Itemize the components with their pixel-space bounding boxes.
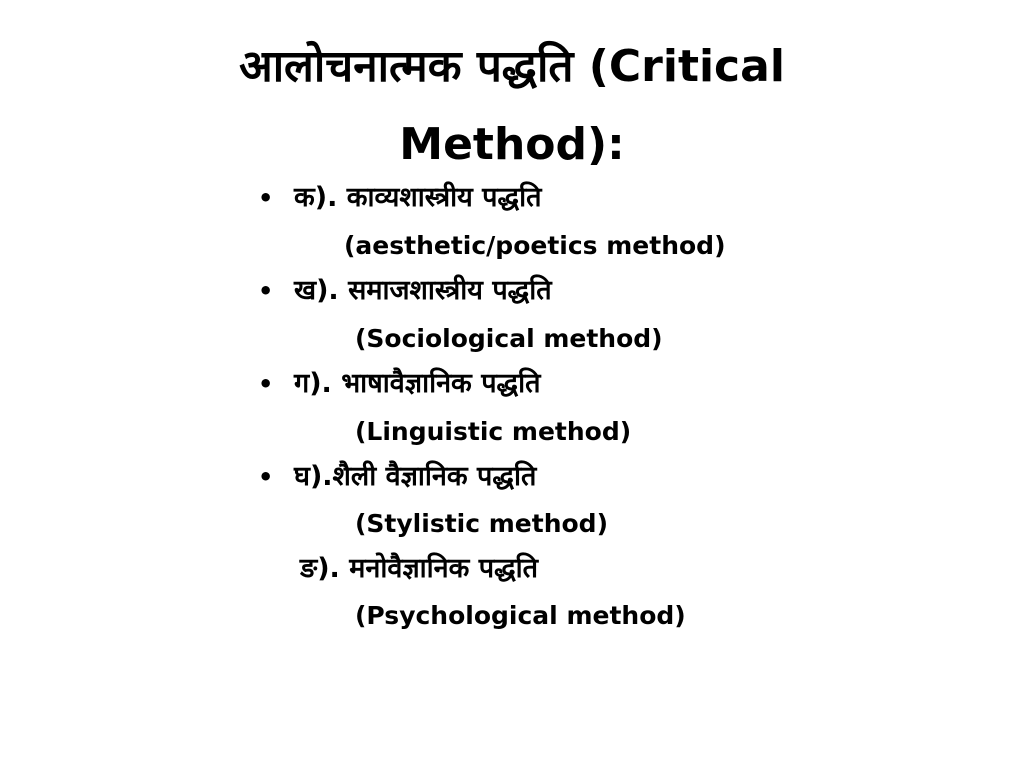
method-item-subtitle: (Linguistic method) xyxy=(355,417,632,446)
bullet-icon: • xyxy=(258,370,274,398)
method-item-label: ख). समाजशास्त्रीय पद्धति xyxy=(294,275,552,306)
method-item-subtitle: (Stylistic method) xyxy=(355,509,608,538)
slide-title-line-2: Method): xyxy=(399,119,625,170)
bullet-icon: • xyxy=(258,277,274,305)
method-item-label: क). काव्यशास्त्रीय पद्धति xyxy=(294,182,542,213)
method-item-label: ङ). मनोवैज्ञानिक पद्धति xyxy=(300,553,539,584)
method-item-label: ग). भाषावैज्ञानिक पद्धति xyxy=(294,368,541,399)
bullet-icon: • xyxy=(258,184,274,212)
method-item-subtitle: (Sociological method) xyxy=(355,324,663,353)
slide-title-line-1: आलोचनात्मक पद्धति (Critical xyxy=(239,41,785,92)
bullet-icon: • xyxy=(258,463,274,491)
method-item-subtitle: (Psychological method) xyxy=(355,601,686,630)
method-item-label: घ).शैली वैज्ञानिक पद्धति xyxy=(294,461,537,492)
method-item-subtitle: (aesthetic/poetics method) xyxy=(344,231,726,260)
